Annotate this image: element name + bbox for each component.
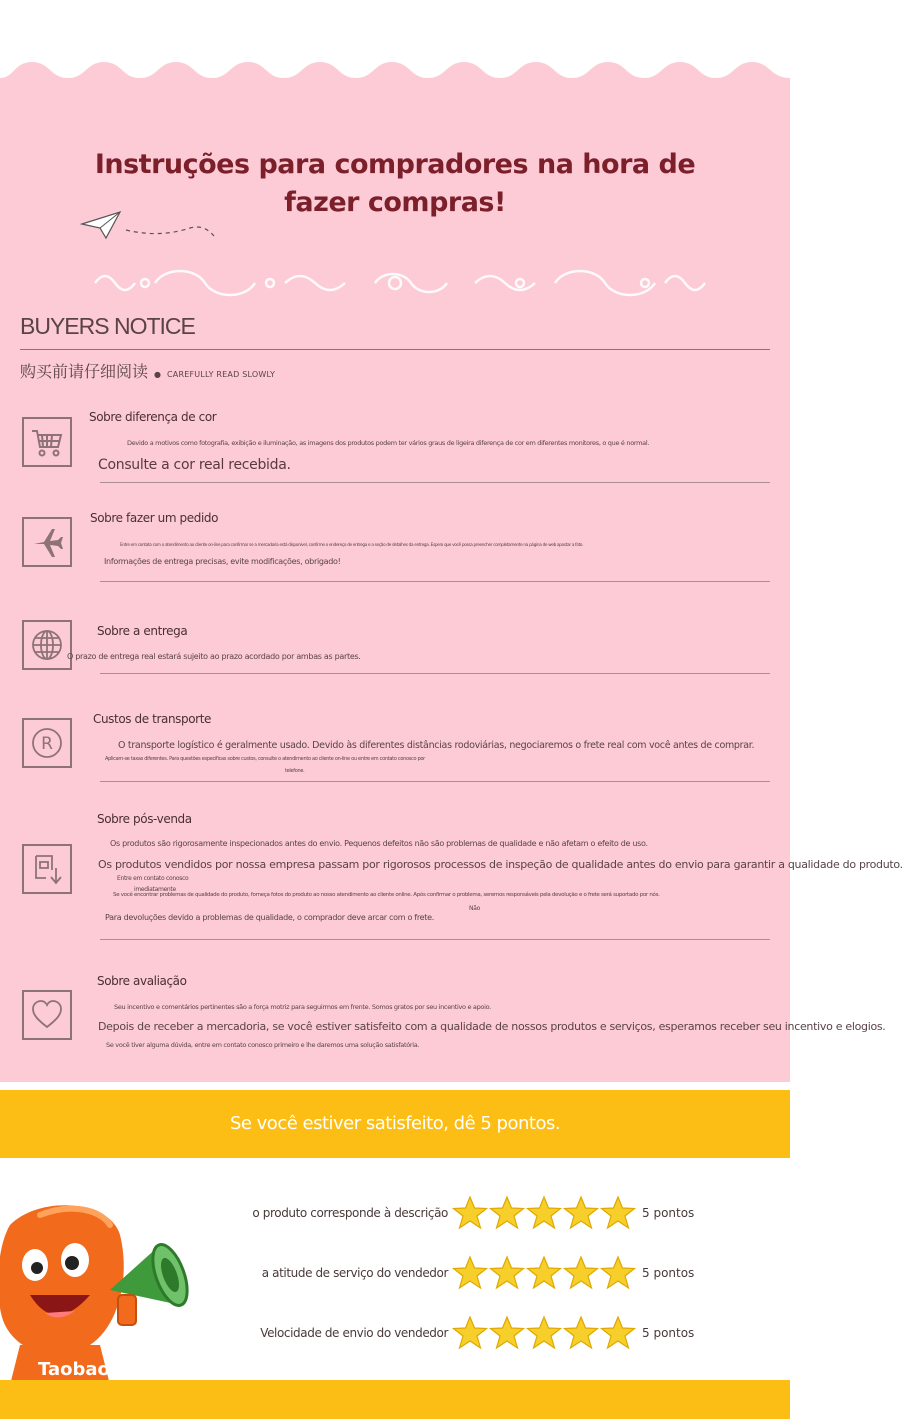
section-divider	[100, 781, 770, 782]
rating-row-description	[0, 1194, 790, 1234]
star-icon[interactable]	[563, 1256, 599, 1290]
star-icon[interactable]	[526, 1316, 562, 1350]
airplane-icon	[30, 525, 64, 559]
star-icon[interactable]	[526, 1256, 562, 1290]
rating-row-shipping-speed	[0, 1314, 790, 1354]
rating-label: o produto corresponde à descrição	[252, 1206, 448, 1220]
cart-icon-box	[22, 417, 72, 467]
globe-icon-box	[22, 620, 72, 670]
subtitle-chinese: 购买前请仔细阅读	[20, 362, 149, 381]
registered-icon	[30, 726, 64, 760]
section-text: Seu incentivo e comentários pertinentes são a força motriz para seguirmos em frente. Somos gratos por seu incentivo e apoio.	[114, 1003, 491, 1011]
rating-stars[interactable]	[452, 1196, 637, 1230]
rating-stars[interactable]	[452, 1316, 637, 1350]
airplane-icon-box	[22, 517, 72, 567]
section-divider	[100, 581, 770, 582]
buyers-notice-subtitle	[20, 359, 275, 382]
registered-icon-box	[22, 718, 72, 768]
section-text: Informações de entrega precisas, evite modificações, obrigado!	[104, 557, 341, 566]
svg-text:R: R	[41, 734, 53, 754]
rating-banner: Se você estiver satisfeito, dê 5 pontos.	[0, 1090, 790, 1158]
section-text: O prazo de entrega real estará sujeito ao prazo acordado por ambas as partes.	[67, 652, 361, 661]
section-color-difference	[0, 405, 790, 485]
rating-points: 5 pontos	[642, 1326, 695, 1340]
section-placing-order	[0, 505, 790, 585]
paper-plane-icon	[80, 208, 220, 248]
star-icon[interactable]	[563, 1316, 599, 1350]
decorative-swirl-divider	[85, 263, 705, 303]
title-line-2: fazer compras!	[284, 187, 506, 218]
star-icon[interactable]	[452, 1256, 488, 1290]
section-shipping-costs	[0, 708, 790, 788]
star-icon[interactable]	[600, 1316, 636, 1350]
section-text: telefone.	[285, 768, 305, 774]
section-text-emphasis: Depois de receber a mercadoria, se você estiver satisfeito com a qualidade de nossos produtos e serviços, esperamos receber seu incentivo e elogios.	[98, 1020, 886, 1033]
rating-stars[interactable]	[452, 1256, 637, 1290]
section-text: Entre em contato conosco	[117, 875, 189, 882]
section-text: Não	[469, 905, 480, 912]
section-text-emphasis: Os produtos vendidos por nossa empresa passam por rigorosos processos de inspeção de qualidade antes do envio para garantir a qualidade do produto.	[98, 858, 903, 871]
section-text: Aplicam-se taxas diferentes. Para questões específicas sobre custos, consulte o atendimento ao cliente on-line ou entre em contato conosco por	[105, 756, 425, 762]
title-line-1: Instruções para compradores na hora de	[94, 149, 696, 180]
star-icon[interactable]	[489, 1316, 525, 1350]
bottom-yellow-bar	[0, 1380, 790, 1419]
section-text: imediatamente	[134, 886, 176, 893]
cart-icon	[30, 425, 64, 459]
section-text: Se você encontrar problemas de qualidade do produto, forneça fotos do produto ao nosso atendimento ao cliente online. Após confirmar o problema, seremos responsáveis pela devolução e o frete será suportado por nós.	[113, 892, 660, 898]
section-heading: Sobre avaliação	[97, 974, 187, 988]
section-heading: Custos de transporte	[93, 712, 211, 726]
section-heading: Sobre fazer um pedido	[90, 511, 219, 525]
mascot-shirt-text: Taobao	[38, 1359, 110, 1380]
section-text: Devido a motivos como fotografia, exibição e iluminação, as imagens dos produtos podem ter vários graus de ligeira diferença de cor em diferentes monitores, o que é normal.	[127, 439, 650, 447]
section-text: Se você tiver alguma dúvida, entre em contato conosco primeiro e lhe daremos uma solução satisfatória.	[106, 1041, 420, 1049]
globe-icon	[30, 628, 64, 662]
section-heading: Sobre a entrega	[97, 624, 188, 638]
section-after-sales	[0, 808, 903, 943]
star-icon[interactable]	[600, 1256, 636, 1290]
section-text-emphasis: Consulte a cor real recebida.	[98, 457, 291, 473]
rating-points: 5 pontos	[642, 1206, 695, 1220]
section-heading: Sobre pós-venda	[97, 812, 192, 826]
section-review	[0, 970, 886, 1060]
heart-icon-box	[22, 990, 72, 1040]
star-icon[interactable]	[526, 1196, 562, 1230]
section-divider	[100, 939, 770, 940]
star-icon[interactable]	[489, 1196, 525, 1230]
star-icon[interactable]	[600, 1196, 636, 1230]
buyers-notice-divider	[20, 349, 770, 350]
star-icon[interactable]	[452, 1196, 488, 1230]
section-text: Os produtos são rigorosamente inspecionados antes do envio. Pequenos defeitos não são problemas de qualidade e não afetam o efeito de uso.	[110, 839, 648, 848]
section-divider	[100, 482, 770, 483]
section-text: Entre em contato com o atendimento ao cliente on-line para confirmar se a mercadoria está disponível, confirme o endereço de entrega e a seção de detalhes da entrega. Espero que você possa preencher completamente na página de web apostar a foto.	[120, 542, 584, 547]
section-heading: Sobre diferença de cor	[89, 410, 217, 424]
section-divider	[100, 673, 770, 674]
section-text: Para devoluções devido a problemas de qualidade, o comprador deve arcar com o frete.	[105, 913, 434, 922]
return-icon	[30, 852, 64, 886]
heart-icon	[30, 998, 64, 1032]
rating-row-service	[0, 1254, 790, 1294]
star-icon[interactable]	[563, 1196, 599, 1230]
star-icon[interactable]	[489, 1256, 525, 1290]
section-text: O transporte logístico é geralmente usado. Devido às diferentes distâncias rodoviárias, negociaremos o frete real com você antes de comprar.	[118, 740, 755, 751]
rating-label: Velocidade de envio do vendedor	[260, 1326, 448, 1340]
rating-label: a atitude de serviço do vendedor	[261, 1266, 448, 1280]
buyers-notice-title: BUYERS NOTICE	[20, 313, 195, 339]
scalloped-top-edge	[0, 0, 790, 100]
subtitle-dot: ●	[154, 370, 161, 379]
subtitle-english: CAREFULLY READ SLOWLY	[167, 370, 276, 379]
star-icon[interactable]	[452, 1316, 488, 1350]
section-delivery	[0, 618, 790, 678]
return-icon-box	[22, 844, 72, 894]
rating-points: 5 pontos	[642, 1266, 695, 1280]
